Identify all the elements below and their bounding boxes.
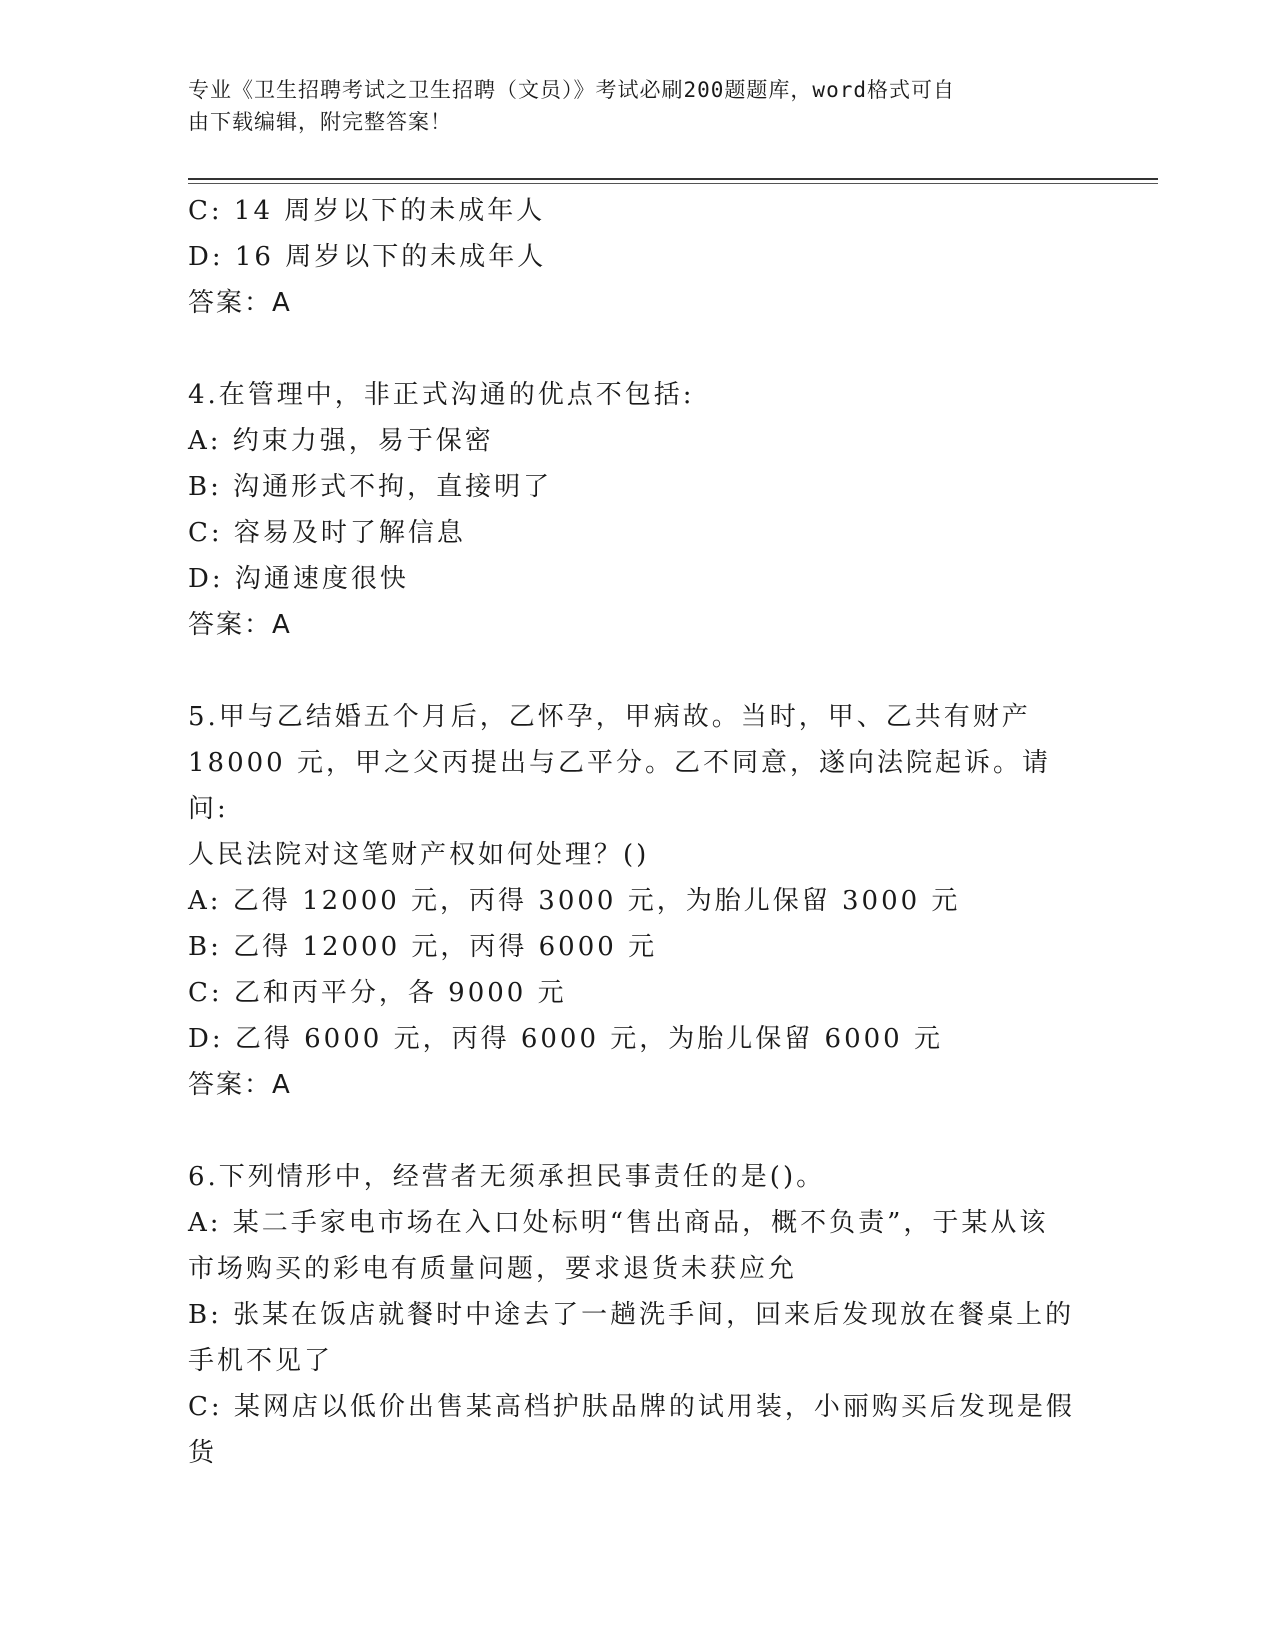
spacer (188, 1108, 1078, 1154)
question-4-block (188, 372, 1078, 648)
question-4-answer: 答案：A (188, 610, 292, 640)
header-divider-thick (188, 178, 1158, 180)
question-6-text: 6.下列情形中，经营者无须承担民事责任的是()。 (188, 1162, 826, 1192)
question-4-text: 4.在管理中，非正式沟通的优点不包括: (188, 380, 695, 410)
question-4-option-a: A: 约束力强，易于保密 (188, 426, 494, 456)
question-3-answer: 答案：A (188, 288, 292, 318)
question-5-option-c: C: 乙和丙平分，各 9000 元 (188, 978, 567, 1008)
question-6-option-a-line-2: 市场购买的彩电有质量问题，要求退货未获应允 (188, 1254, 798, 1284)
spacer (188, 326, 1078, 372)
question-4-option-b: B: 沟通形式不拘，直接明了 (188, 472, 553, 502)
spacer (188, 648, 1078, 694)
question-6-option-a-line-1: A: 某二手家电市场在入口处标明“售出商品，概不负责”，于某从该 (188, 1208, 1049, 1238)
header-line-1: 专业《卫生招聘考试之卫生招聘（文员）》考试必刷200题题库，word格式可自 (188, 78, 955, 102)
question-5-text-line-2: 18000 元，甲之父丙提出与乙平分。乙不同意，遂向法院起诉。请问: (188, 748, 1051, 824)
question-5-text-line-1: 5.甲与乙结婚五个月后，乙怀孕，甲病故。当时，甲、乙共有财产 (188, 702, 1031, 732)
header-divider-thin (188, 183, 1158, 184)
question-5-block (188, 694, 1078, 1108)
question-6-option-b-line-1: B: 张某在饭店就餐时中途去了一趟洗手间，回来后发现放在餐桌上的 (188, 1300, 1075, 1330)
question-5-option-d: D: 乙得 6000 元，丙得 6000 元，为胎儿保留 6000 元 (188, 1024, 943, 1054)
question-6-block (188, 1154, 1078, 1476)
question-6-option-c-line-2: 货 (188, 1438, 218, 1468)
question-3-option-d: D: 16 周岁以下的未成年人 (188, 242, 547, 272)
question-4-option-c: C: 容易及时了解信息 (188, 518, 466, 548)
question-6-option-b-line-2: 手机不见了 (188, 1346, 334, 1376)
header-line-2: 由下载编辑，附完整答案！ (188, 110, 452, 134)
question-5-option-a: A: 乙得 12000 元，丙得 3000 元，为胎儿保留 3000 元 (188, 886, 961, 916)
question-3-option-c: C: 14 周岁以下的未成年人 (188, 196, 546, 226)
document-body (188, 188, 1078, 1476)
question-4-option-d: D: 沟通速度很快 (188, 564, 409, 594)
question-5-text-line-3: 人民法院对这笔财产权如何处理？() (188, 840, 650, 870)
question-5-option-b: B: 乙得 12000 元，丙得 6000 元 (188, 932, 658, 962)
question-3-block (188, 188, 1078, 326)
question-6-option-c-line-1: C: 某网店以低价出售某高档护肤品牌的试用装，小丽购买后发现是假 (188, 1392, 1075, 1422)
question-5-answer: 答案：A (188, 1070, 292, 1100)
page-header (188, 74, 1068, 138)
